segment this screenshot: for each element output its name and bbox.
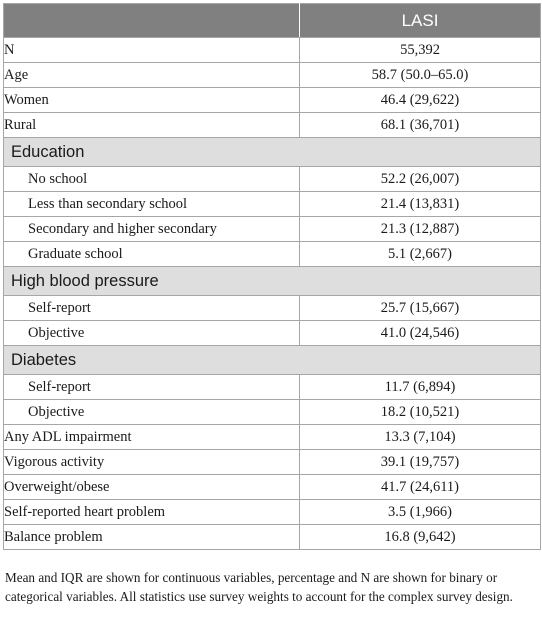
row-label: Secondary and higher secondary — [4, 217, 300, 242]
row-label: Graduate school — [4, 242, 300, 267]
table-row — [4, 242, 541, 267]
row-value: 52.2 (26,007) — [300, 167, 541, 192]
table-footnote: Mean and IQR are shown for continuous variables, percentage and N are shown for binary or categorical variables. All statistics use survey weights to account for the complex survey design. — [5, 570, 513, 604]
column-header-lasi: LASI — [300, 4, 541, 38]
row-value: 41.0 (24,546) — [300, 321, 541, 346]
header-blank-cell — [4, 4, 300, 38]
characteristics-table — [3, 3, 541, 550]
table-row — [4, 475, 541, 500]
row-value: 58.7 (50.0–65.0) — [300, 63, 541, 88]
row-label: Self-report — [4, 296, 300, 321]
table-row — [4, 425, 541, 450]
section-header-education — [4, 138, 541, 167]
row-label: Women — [4, 88, 300, 113]
table-row — [4, 500, 541, 525]
row-value: 16.8 (9,642) — [300, 525, 541, 550]
table-row — [4, 88, 541, 113]
row-value: 3.5 (1,966) — [300, 500, 541, 525]
row-value: 13.3 (7,104) — [300, 425, 541, 450]
row-value: 55,392 — [300, 38, 541, 63]
table-row — [4, 192, 541, 217]
section-title: Diabetes — [4, 346, 541, 375]
row-value: 21.4 (13,831) — [300, 192, 541, 217]
table-row — [4, 217, 541, 242]
row-label: Self-reported heart problem — [4, 500, 300, 525]
row-label: Overweight/obese — [4, 475, 300, 500]
row-label: Rural — [4, 113, 300, 138]
section-header-high-blood-pressure — [4, 267, 541, 296]
section-title: Education — [4, 138, 541, 167]
table-row — [4, 450, 541, 475]
row-label: No school — [4, 167, 300, 192]
row-label: Balance problem — [4, 525, 300, 550]
table-row — [4, 375, 541, 400]
row-value: 21.3 (12,887) — [300, 217, 541, 242]
table-row — [4, 38, 541, 63]
row-value: 68.1 (36,701) — [300, 113, 541, 138]
table-row — [4, 63, 541, 88]
table-row — [4, 167, 541, 192]
row-label: N — [4, 38, 300, 63]
row-label: Vigorous activity — [4, 450, 300, 475]
table-header-row — [4, 4, 541, 38]
row-label: Objective — [4, 321, 300, 346]
row-value: 46.4 (29,622) — [300, 88, 541, 113]
section-header-diabetes — [4, 346, 541, 375]
row-label: Self-report — [4, 375, 300, 400]
table-row — [4, 321, 541, 346]
row-label: Objective — [4, 400, 300, 425]
table-row — [4, 296, 541, 321]
row-label: Any ADL impairment — [4, 425, 300, 450]
table-row — [4, 113, 541, 138]
row-value: 5.1 (2,667) — [300, 242, 541, 267]
table-row — [4, 400, 541, 425]
row-label: Age — [4, 63, 300, 88]
row-value: 41.7 (24,611) — [300, 475, 541, 500]
section-title: High blood pressure — [4, 267, 541, 296]
table-row — [4, 525, 541, 550]
row-value: 18.2 (10,521) — [300, 400, 541, 425]
row-value: 25.7 (15,667) — [300, 296, 541, 321]
row-value: 39.1 (19,757) — [300, 450, 541, 475]
row-value: 11.7 (6,894) — [300, 375, 541, 400]
row-label: Less than secondary school — [4, 192, 300, 217]
